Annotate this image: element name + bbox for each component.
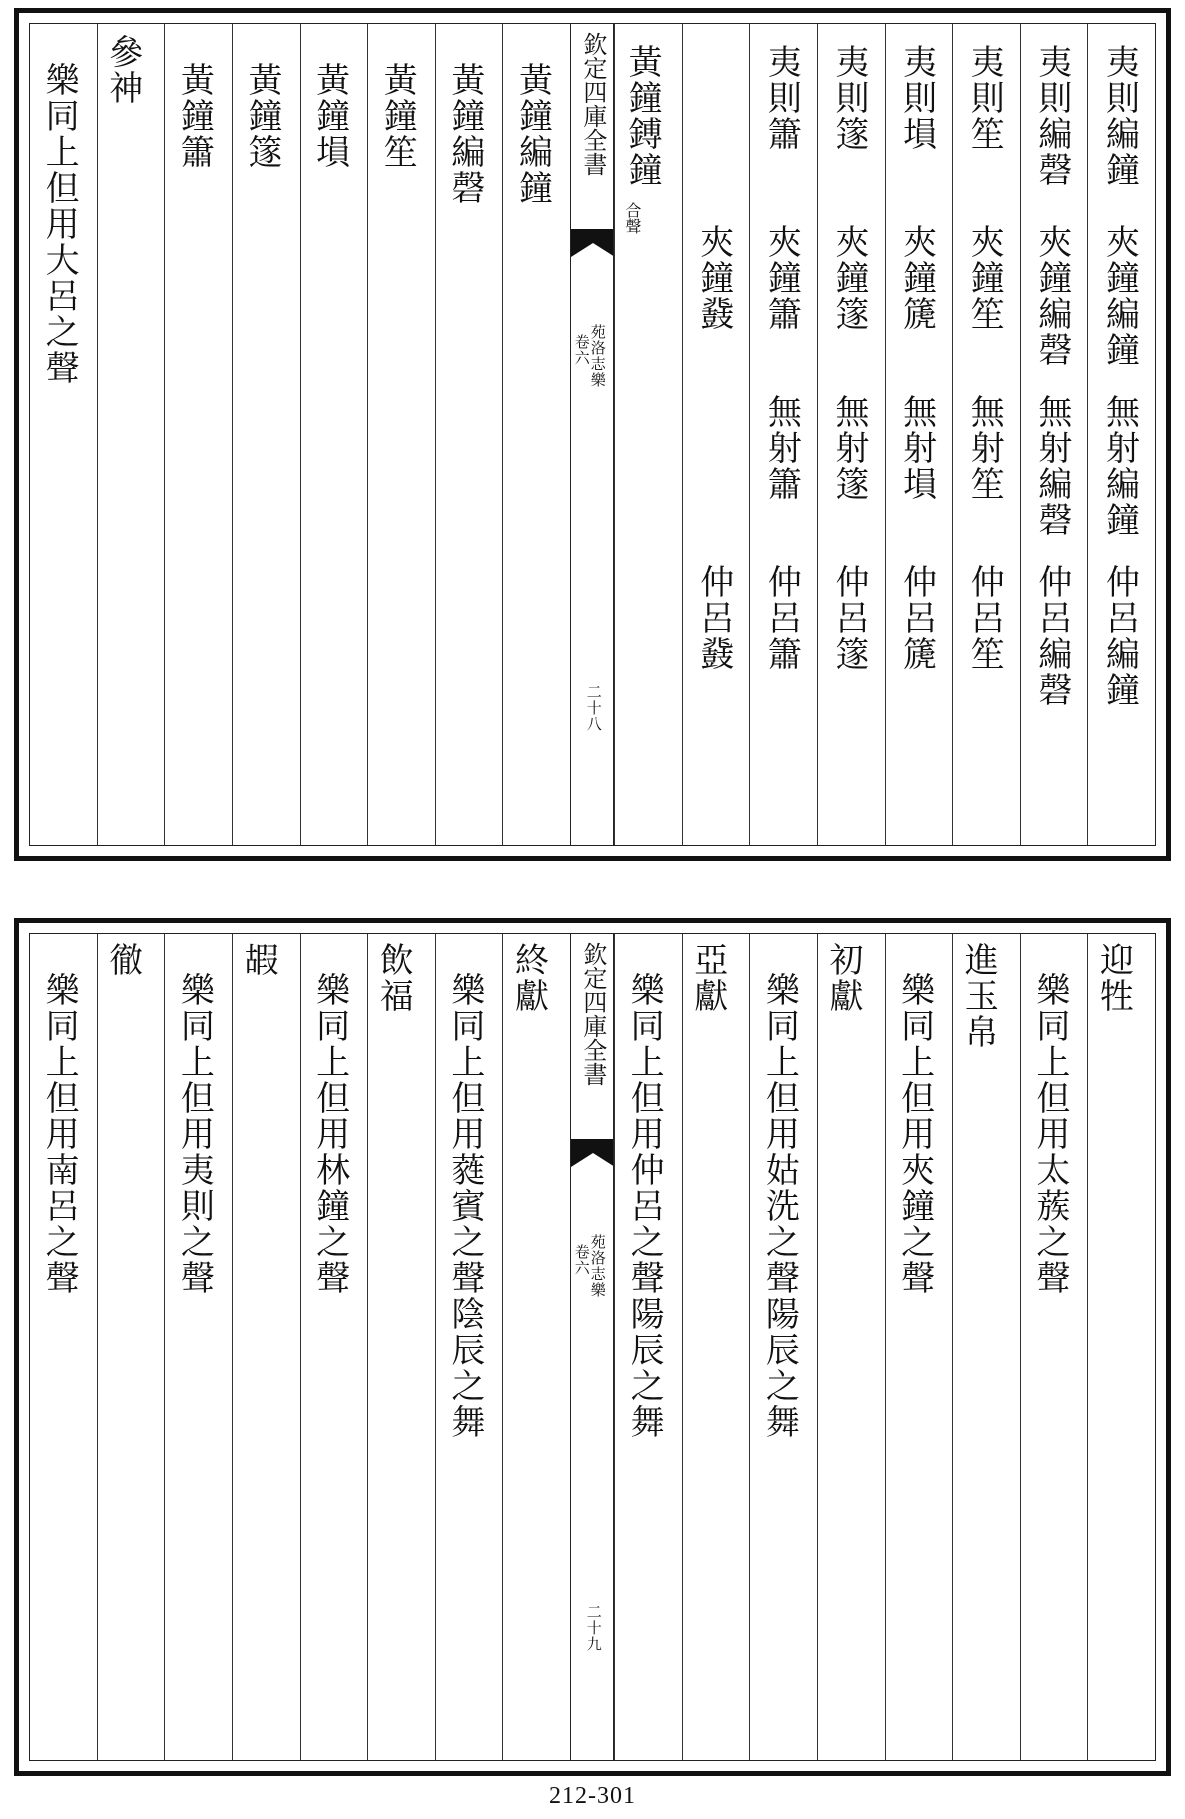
instrument-row [1020,24,1088,845]
instrument-cell: 仲呂笙 [964,564,1005,672]
instrument-cell: 夾鐘篴 [828,224,869,332]
gutter-book: 苑洛志樂 [588,324,607,388]
list-item: 黃鐘篴 [241,62,282,170]
gutter-volume: 卷六 [572,1244,591,1276]
instrument-cell: 仲呂編磬 [1031,564,1072,708]
list-item: 黃鐘編鐘 [512,62,553,206]
section-heading: 亞獻 [687,942,728,1014]
top-page [14,8,1171,861]
text-line: 樂同上但用蕤賓之聲陰辰之舞 [444,972,485,1440]
gutter-title: 欽定四庫全書 [578,32,607,176]
instrument-cell: 夾鐘簫 [761,224,802,332]
section-column [97,934,165,1760]
gutter-volume: 卷六 [572,334,591,366]
gutter-book: 苑洛志樂 [588,1234,607,1298]
text-column [164,934,232,1760]
section-heading: 初獻 [822,942,863,1014]
text-column [30,934,97,1760]
bottom-page-frame [29,933,1156,1761]
section-heading: 嘏 [237,942,278,978]
instrument-cell: 仲呂簫 [761,564,802,672]
section-heading: 飲福 [373,942,414,1014]
list-column [502,24,570,845]
list-column [435,24,503,845]
instrument-cell: 夾鐘笙 [964,224,1005,332]
section-column [232,934,300,1760]
text-column [749,934,817,1760]
list-item: 黃鐘塤 [309,62,350,170]
text-line: 樂同上但用仲呂之聲陽辰之舞 [624,972,665,1440]
list-item: 黃鐘編磬 [444,62,485,206]
instrument-cell: 無射篴 [828,394,869,502]
list-column [232,24,300,845]
text-line: 樂同上但用夷則之聲 [174,972,215,1296]
bottom-page [14,918,1171,1776]
section-heading: 進玉帛 [958,942,999,1050]
instrument-row [817,24,885,845]
gutter-column [570,934,614,1760]
gutter-page-number: 二十九 [584,1604,603,1652]
section-heading: 徹 [102,942,143,978]
instrument-row [1087,24,1155,845]
section-column [502,934,570,1760]
gutter-column [570,24,614,845]
section-heading: 終獻 [508,942,549,1014]
instrument-row [885,24,953,845]
text-line: 樂同上但用太蔟之聲 [1029,972,1070,1296]
section-column [817,934,885,1760]
text-column [300,934,368,1760]
section-column [1087,934,1155,1760]
instrument-cell: 夷則塤 [896,44,937,152]
list-item: 黃鐘簫 [174,62,215,170]
heading-column [614,24,682,845]
instrument-cell: 夷則篴 [828,44,869,152]
instrument-cell: 仲呂篴 [828,564,869,672]
text-column [435,934,503,1760]
instrument-cell: 無射笙 [964,394,1005,502]
gutter-title: 欽定四庫全書 [578,942,607,1086]
gutter-page-number: 二十八 [584,684,603,732]
list-column [164,24,232,845]
instrument-cell: 夷則編鐘 [1099,44,1140,188]
final-text: 樂同上但用大呂之聲 [39,62,80,386]
text-column [1020,934,1088,1760]
text-column [885,934,953,1760]
section-column [682,934,750,1760]
section-heading: 參神 [102,34,143,106]
text-line: 樂同上但用林鐘之聲 [309,972,350,1296]
instrument-cell: 仲呂鼗 [693,564,734,672]
text-column [614,934,682,1760]
list-column [367,24,435,845]
section-column [952,934,1020,1760]
instrument-cell: 夾鐘編磬 [1031,224,1072,368]
instrument-cell: 夷則編磬 [1031,44,1072,188]
instrument-cell: 夾鐘篪 [896,224,937,332]
instrument-cell: 仲呂篪 [896,564,937,672]
fish-tail-mark [571,1139,614,1169]
instrument-row [952,24,1020,845]
fish-tail-mark [571,229,614,259]
instrument-cell: 夾鐘編鐘 [1099,224,1140,368]
instrument-cell: 無射塤 [896,394,937,502]
top-page-frame [29,23,1156,846]
text-line: 樂同上但用南呂之聲 [39,972,80,1296]
instrument-cell: 無射簫 [761,394,802,502]
instrument-row [749,24,817,845]
instrument-cell: 夷則簫 [761,44,802,152]
text-line: 樂同上但用姑洗之聲陽辰之舞 [759,972,800,1440]
section-column [367,934,435,1760]
instrument-cell: 夷則笙 [964,44,1005,152]
text-line: 樂同上但用夾鐘之聲 [894,972,935,1296]
instrument-cell: 無射編磬 [1031,394,1072,538]
section-heading: 迎牲 [1093,942,1134,1014]
final-column [30,24,97,845]
instrument-cell: 仲呂編鐘 [1099,564,1140,708]
list-item: 黃鐘笙 [377,62,418,170]
instrument-cell: 夾鐘鼗 [693,224,734,332]
instrument-cell: 無射編鐘 [1099,394,1140,538]
instrument-row [682,24,750,845]
list-column [300,24,368,845]
heading-main: 黃鐘鎛鐘 [622,44,663,188]
heading-note: 合聲 [622,202,642,234]
section-column [97,24,165,845]
page-footer-number: 212-301 [549,1783,636,1809]
